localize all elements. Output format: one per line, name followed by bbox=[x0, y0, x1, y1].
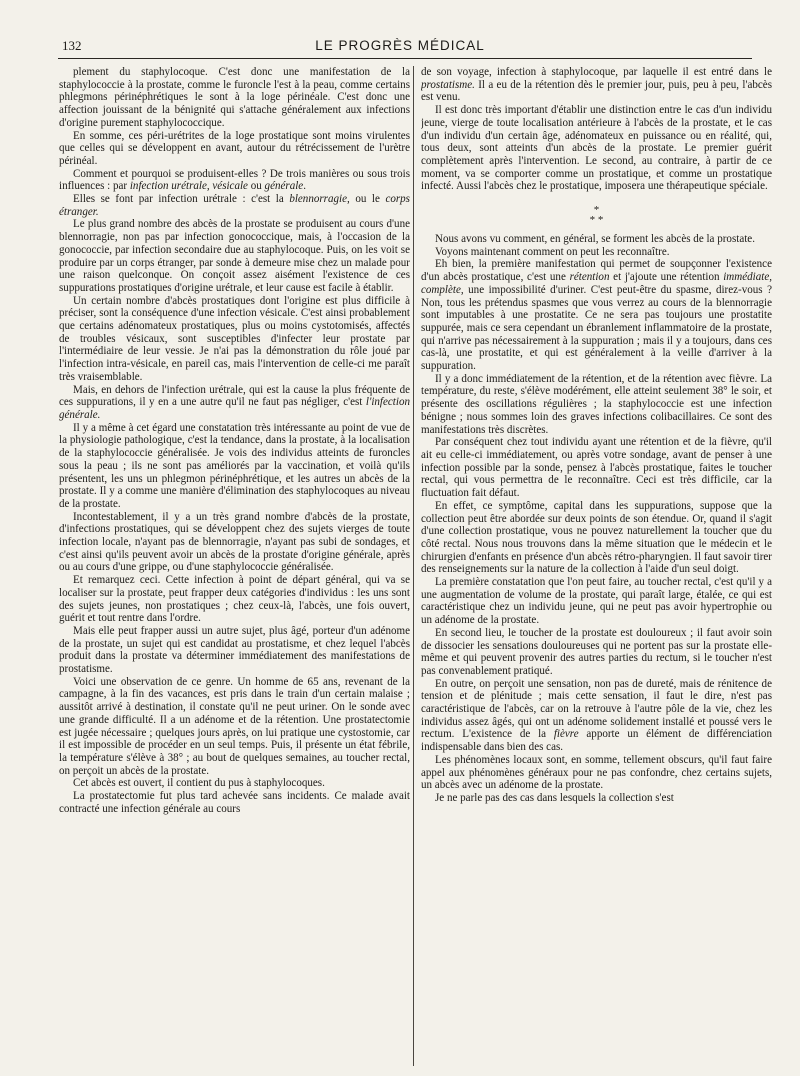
text-run: Les phénomènes locaux sont, en somme, tellement obscurs, qu'il faut faire appel aux phénomènes généraux pour ne pas confondre, chez certains sujets, un abcès avec un adénome de la prostate. bbox=[421, 753, 772, 792]
text-run: de son voyage, infection à staphylocoque, par laquelle il est entré dans le bbox=[421, 66, 772, 78]
text-run: ou bbox=[247, 180, 265, 193]
text-run: une impossibilité d'uriner. C'est peut-être du spasme, direz-vous ? Non, tous les prétendus spasmes que vous verrez au cours de la blennorragie sont imputables à une prostatite. Ce ne sera pas toujours une prostatite suppurée, mais ce sera cependant un ébranlement inflammatoire de la prostate, qui n'arrive pas nécessairement à la suppuration ; mais il y a toujours, dans ces cas-là, une prostatite, et qui est généralement à la veille d'arriver à la suppuration. bbox=[421, 283, 772, 373]
paragraph bbox=[59, 130, 410, 168]
paragraph bbox=[59, 295, 410, 384]
right-column-top bbox=[421, 66, 772, 193]
running-title: LE PROGRÈS MÉDICAL bbox=[315, 38, 485, 53]
text-run: Voyons maintenant comment on peut les reconnaître. bbox=[435, 245, 670, 258]
text-run: apporte un élément de différenciation indispensable dans bien des cas. bbox=[421, 728, 772, 754]
italic-text: fièvre bbox=[553, 728, 579, 741]
paragraph bbox=[59, 574, 410, 625]
text-run: Il a eu de la rétention dès le premier jour, puis, peu à peu, l'abcès est venu. bbox=[421, 78, 772, 104]
text-run: En somme, ces péri-urétrites de la loge prostatique sont moins virulentes que celles qui se développent en avant, autour du rétrécissement de l'urètre périnéal. bbox=[59, 129, 410, 167]
paragraph bbox=[421, 246, 772, 259]
text-run: Cet abcès est ouvert, il contient du pus à staphylocoques. bbox=[73, 777, 325, 790]
paragraph bbox=[421, 754, 772, 792]
paragraph bbox=[421, 436, 772, 500]
paragraph bbox=[59, 625, 410, 676]
text-run: Nous avons vu comment, en général, se forment les abcès de la prostate. bbox=[435, 233, 755, 246]
paragraph bbox=[59, 777, 410, 790]
section-asterism bbox=[421, 193, 772, 233]
text-run: Comment et pourquoi se produisent-elles ? De trois manières ou sous trois influences : par bbox=[59, 167, 410, 193]
italic-text: immédiate, complète, bbox=[421, 271, 772, 296]
text-run: Il est donc très important d'établir une distinction entre le cas d'un individu jeune, vierge de toute localisation antérieure à l'abcès de la prostate, et le cas d'un individu d'un certain âge, adénomateux en puissance ou en réalité, qui, tous deux, sont atteints d'un abcès de la prostate. Le premier guérit complètement après l'intervention. Le second, au contraire, à partir de ce moment, va se comporter comme un prostatique, et comme un prostatique infecté. Aussi l'abcès chez le prostatique, imposera une thérapeutique spéciale. bbox=[421, 104, 772, 193]
text-run: . bbox=[303, 180, 306, 193]
text-run: et j'ajoute une rétention bbox=[609, 271, 724, 284]
paragraph bbox=[59, 511, 410, 575]
text-run: Mais elle peut frapper aussi un autre sujet, plus âgé, porteur d'un adénome de la prostate, un sujet qui est candidat au prostatisme, et chez lequel l'abcès produit dans la prostate va déterminer immédiatement des manifestations de prostatisme. bbox=[59, 624, 410, 676]
italic-text: rétention bbox=[569, 271, 610, 284]
asterism-bottom: * * bbox=[589, 214, 604, 227]
text-run: Un certain nombre d'abcès prostatiques dont l'origine est plus difficile à préciser, sont la conséquence d'une infection vésicale. C'est ainsi probablement que certains adénomateux prostatiques, plus ou moins cystotomisés, affectés de troubles vésicaux, sont susceptibles d'infecter leur prostate par l'intermédiaire de leur vessie. Je n'ai pas la démonstration du rôle joué par l'infection intra-vésicale, en pareil cas, mais l'intervention de celle-ci me paraît très vraisemblable. bbox=[59, 294, 410, 383]
italic-text: corps étranger. bbox=[59, 193, 410, 218]
paragraph bbox=[421, 627, 772, 678]
paragraph bbox=[59, 422, 410, 511]
text-run: La prostatectomie fut plus tard achevée sans incidents. Ce malade avait contracté une infection générale au cours bbox=[59, 790, 410, 815]
italic-text: générale bbox=[264, 180, 304, 193]
text-run: ou le bbox=[349, 193, 386, 206]
paragraph bbox=[421, 678, 772, 754]
text-run: En effet, ce symptôme, capital dans les suppurations, suppose que la collection peut être abordée sur deux points de son étendue. Or, quand il s'agit d'une collection prostatique, vous ne pouvez naturellement la toucher que du côté rectal. Nous nous trouvons dans la même situation que le médecin et le chirurgien d'enfants en présence d'un abcès rétro-pharyngien. Il faut savoir tirer des renseignements sur la nature de la collection à l'aide d'un seul doigt. bbox=[421, 499, 772, 576]
italic-text: blennorragie, bbox=[289, 193, 350, 206]
paragraph bbox=[59, 384, 410, 422]
text-run: plement du staphylocoque. C'est donc une manifestation de la staphylococcie à la prostate, comme le furoncle l'est à la peau, comme certains phlegmons périnéphrétiques le sont à la loge périnéale. C'est donc une affection jouissant de la bénignité qui s'attache généralement aux infections d'origine purement staphylococcique. bbox=[59, 66, 410, 129]
paragraph bbox=[59, 168, 410, 193]
text-run: Et remarquez ceci. Cette infection à point de départ général, qui va se localiser sur la prostate, peut frapper deux catégories d'individus : les uns sont des sujets jeunes, non prostatiques ; chez ceux-là, l'abcès, une fois ouvert, guérit et tout rentre dans l'ordre. bbox=[59, 574, 410, 625]
paragraph bbox=[421, 258, 772, 372]
text-run: Je ne parle pas des cas dans lesquels la collection s'est bbox=[435, 791, 674, 804]
italic-text: prostatisme. bbox=[421, 78, 475, 91]
text-run: En outre, on perçoit une sensation, non pas de dureté, mais de rénitence de tension et de plénitude ; mais cette sensation, il faut le dire, n'est pas caractéristique de l'abcès, car on la retrouve à l'autre pôle de la vie, chez les individus assez âgés, qui ont un adénome solidement installé et poussé vers le rectum. L'existence de la bbox=[421, 677, 772, 741]
paragraph bbox=[421, 576, 772, 627]
paragraph bbox=[59, 66, 410, 130]
asterism-top: * bbox=[593, 204, 600, 217]
right-column-bottom bbox=[421, 233, 772, 805]
paragraph bbox=[421, 500, 772, 576]
paragraph bbox=[59, 218, 410, 294]
paragraph bbox=[59, 193, 410, 218]
text-run: Le plus grand nombre des abcès de la prostate se produisent au cours d'une blennorragie, non pas par infection gonococcique, mais, à l'occasion de la gonococcie, par infection secondaire due au staphylocoque. Puis, on les voit se produire par un corps étranger, par sonde à demeure mise chez un malade pour une raison quelconque. On conçoit assez aisément l'existence de ces suppurations prostatiques d'origine urétrale, et leur cause est facile à établir. bbox=[59, 218, 410, 294]
text-run: Mais, en dehors de l'infection urétrale, qui est la cause la plus fréquente de ces suppurations, il y en a une autre qu'il ne faut pas négliger, c'est bbox=[59, 383, 410, 409]
text-run: Voici une observation de ce genre. Un homme de 65 ans, revenant de la campagne, à la fin des vacances, est pris dans le train d'un certain malaise ; aussitôt arrivé à destination, il constate qu'il ne peut uriner. On le sonde avec une grande difficulté. Il a un adénome et de la rétention. Une prostatectomie est jugée nécessaire ; quelques jours après, on lui pratique une cystostomie, car il est impossible de procéder en un seul temps. Puis, il présente un état fébrile, la température s'élève à 38° ; au bout de quelques semaines, au toucher rectal, on perçoit un abcès de la prostate. bbox=[59, 675, 410, 777]
paragraph bbox=[421, 104, 772, 193]
italic-text: infection urétrale, vésicale bbox=[129, 180, 248, 193]
text-run: En second lieu, le toucher de la prostate est douloureux ; il faut avoir soin de dissocier les sensations douloureuses qui ne portent pas sur la prostate elle-même et qui peuvent provenir des autres parties du rectum, si le toucher n'est pas convenablement pratiqué. bbox=[421, 626, 772, 677]
text-run: Il y a même à cet égard une constatation très intéressante au point de vue de la physiologie pathologique, c'est la tendance, dans la prostate, à la localisation de la staphylococcie généralisée. Je vois des individus atteints de furoncles sous la peau ; ils ne sont pas améliorés par la vaccination, et voilà qu'ils présentent, les uns un phlegmon périnéphrétique, et les autres un abcès de la prostate. Il y a comme une manière d'élimination des staphylocoques au niveau de la prostate. bbox=[59, 421, 410, 510]
text-run: Eh bien, la première manifestation qui permet de soupçonner l'existence d'un abcès prostatique, c'est une bbox=[421, 258, 772, 284]
paragraph bbox=[421, 233, 772, 246]
paragraph bbox=[59, 676, 410, 778]
italic-text: l'infection générale. bbox=[59, 396, 410, 421]
paragraph bbox=[421, 373, 772, 437]
left-column bbox=[59, 66, 410, 1070]
paragraph bbox=[421, 792, 772, 805]
paragraph bbox=[421, 66, 772, 104]
header-rule bbox=[58, 58, 752, 59]
paragraph bbox=[59, 790, 410, 815]
text-run: La première constatation que l'on peut faire, au toucher rectal, c'est qu'il y a une augmentation de volume de la prostate, qui paraît large, étalée, ce qui est caractéristique chez un individu jeune, qui ne peut pas avoir hypertrophie ou un adénome de la prostate. bbox=[421, 576, 772, 627]
column-divider bbox=[413, 66, 414, 1066]
text-run: Incontestablement, il y a un très grand nombre d'abcès de la prostate, d'infections prostatiques, qui se développent chez des sujets vierges de toute infection locale, n'ayant pas de blennorragie, n'ayant pas subi de sondages, et c'est ainsi qu'ils peuvent avoir un abcès de la prostate d'origine générale, après ou au cours d'une grippe, ou d'une staphylococcie généralisée. bbox=[59, 510, 410, 574]
text-run: Il y a donc immédiatement de la rétention, et de la rétention avec fièvre. La température, du reste, s'élève modérément, elle atteint seulement 38° le soir, et présente des oscillations régulières ; la staphylococcie est une infection bénigne ; nous sommes loin des graves infections colibacillaires. Ce sont des manifestations très discrètes. bbox=[421, 372, 772, 436]
page-number: 132 bbox=[62, 38, 82, 53]
text-run: Par conséquent chez tout individu ayant une rétention et de la fièvre, qu'il ait eu celle-ci immédiatement, ou après votre sondage, avant de penser à une infection possible par la sonde, pensez à l'abcès prostatique, faites le toucher rectal, qui vous permettra de le reconnaître. Ceci est très difficile, car la fluctuation fait défaut. bbox=[421, 436, 772, 500]
text-run: Elles se font par infection urétrale : c'est la bbox=[73, 193, 290, 206]
right-column bbox=[421, 66, 772, 1070]
